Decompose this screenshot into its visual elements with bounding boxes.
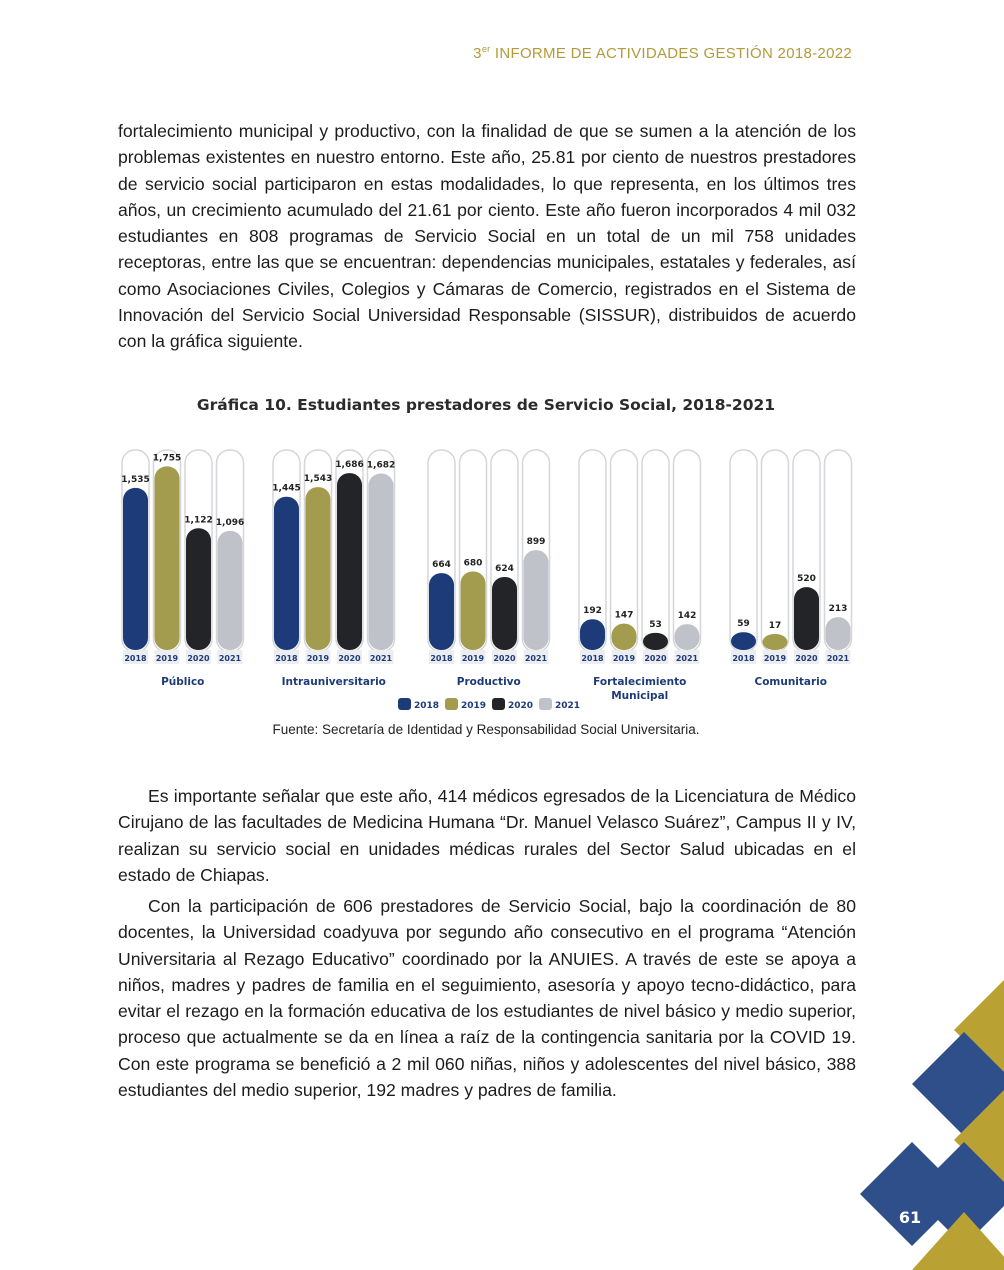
tick-label: 2021 bbox=[675, 654, 699, 663]
data-label: 1,543 bbox=[303, 474, 333, 485]
tick-label: 2018 bbox=[732, 654, 755, 663]
bar bbox=[826, 617, 851, 650]
bar bbox=[306, 487, 331, 650]
group-label: Municipal bbox=[611, 690, 669, 702]
data-label: 899 bbox=[526, 537, 546, 548]
legend-swatch bbox=[492, 698, 505, 710]
tick-label: 2021 bbox=[369, 654, 393, 663]
tick-label: 2021 bbox=[524, 654, 548, 663]
group-label: Fortalecimiento bbox=[593, 676, 687, 688]
data-label: 1,096 bbox=[215, 517, 245, 528]
tick-label: 2019 bbox=[763, 654, 787, 663]
bar bbox=[492, 577, 517, 650]
bar bbox=[218, 531, 243, 650]
bar bbox=[643, 633, 668, 650]
chart-source: Fuente: Secretaría de Identidad y Responsabilidad Social Universitaria. bbox=[272, 722, 700, 737]
chart-title: Gráfica 10. Estudiantes prestadores de Servicio Social, 2018-2021 bbox=[196, 396, 776, 414]
bar bbox=[274, 497, 299, 650]
data-label: 147 bbox=[614, 610, 634, 621]
tick-label: 2021 bbox=[826, 654, 850, 663]
bar bbox=[429, 573, 454, 650]
tick-label: 2020 bbox=[644, 654, 667, 663]
bar bbox=[612, 624, 637, 650]
tick-label: 2018 bbox=[124, 654, 147, 663]
group-label: Productivo bbox=[456, 676, 521, 688]
legend-label: 2020 bbox=[508, 701, 534, 711]
document-header bbox=[473, 44, 852, 62]
bar bbox=[524, 550, 549, 650]
data-label: 1,686 bbox=[335, 460, 364, 471]
bar bbox=[123, 488, 148, 650]
tick-label: 2019 bbox=[155, 654, 179, 663]
legend-label: 2018 bbox=[414, 701, 440, 711]
data-label: 680 bbox=[463, 558, 483, 569]
paragraph-3: Con la participación de 606 prestadores de Servicio Social, bajo la coordinación de 80 docentes, la Universidad coadyuva por segundo año consecutivo en el programa “Atención Universitaria al Rezago Educativo” coordinado por la ANUIES. A través de este se apoya a niños, madres y padres de familia en el seguimiento, asesoría y apoyo tecno-didáctico, para evitar el rezago en la formación educativa de los estudiantes de nivel básico y medio superior, proceso que actualmente se da en línea a raíz de la contingencia sanitaria por la COVID 19. Con este programa se benefició a 2 mil 060 niñas, niños y adolescentes del nivel básico, 388 estudiantes del medio superior, 192 madres y padres de familia. bbox=[118, 896, 856, 1101]
group-label: Comunitario bbox=[754, 676, 828, 688]
bar-track bbox=[611, 450, 638, 652]
data-label: 1,755 bbox=[152, 453, 182, 464]
tick-label: 2019 bbox=[461, 654, 485, 663]
group-label: Intrauniversitario bbox=[281, 676, 386, 688]
data-label: 192 bbox=[583, 606, 602, 617]
tick-label: 2018 bbox=[275, 654, 298, 663]
bar-chart bbox=[110, 440, 870, 715]
tick-label: 2019 bbox=[612, 654, 636, 663]
legend-swatch bbox=[398, 698, 411, 710]
bar-track bbox=[674, 450, 701, 652]
data-label: 664 bbox=[432, 560, 451, 571]
data-label: 213 bbox=[828, 604, 848, 615]
data-label: 17 bbox=[768, 621, 782, 631]
bar bbox=[186, 528, 211, 650]
tick-label: 2020 bbox=[187, 654, 210, 663]
legend-label: 2021 bbox=[555, 701, 581, 711]
data-label: 624 bbox=[495, 563, 514, 574]
group-label: Público bbox=[161, 676, 205, 688]
data-label: 142 bbox=[677, 611, 697, 622]
data-label: 520 bbox=[797, 574, 816, 585]
bar bbox=[794, 587, 819, 650]
header-ordinal: 3 bbox=[473, 45, 482, 62]
paragraph-2: Es importante señalar que este año, 414 médicos egresados de la Licenciatura de Médico Cirujano de las facultades de Medicina Humana “Dr. Manuel Velasco Suárez”, Campus II y IV, realizan su servicio social en unidades médicas rurales del Sector Salud ubicadas en el estado de Chiapas. bbox=[118, 786, 856, 885]
bar bbox=[369, 474, 394, 650]
tick-label: 2019 bbox=[306, 654, 330, 663]
data-label: 53 bbox=[649, 619, 662, 630]
legend-swatch bbox=[539, 698, 552, 710]
data-label: 1,535 bbox=[121, 474, 150, 485]
legend-label: 2019 bbox=[461, 701, 487, 711]
tick-label: 2018 bbox=[430, 654, 453, 663]
legend-swatch bbox=[445, 698, 458, 710]
tick-label: 2020 bbox=[795, 654, 818, 663]
data-label: 1,445 bbox=[272, 483, 301, 494]
bar bbox=[155, 466, 180, 650]
paragraph-1: fortalecimiento municipal y productivo, con la finalidad de que se sumen a la atención de los problemas existentes en nuestro entorno. Este año, 25.81 por ciento de nuestros prestadores de servicio social participaron en estas modalidades, lo que representa, en los últimos tres años, un crecimiento acumulado del 21.61 por ciento. Este año fueron incorporados 4 mil 032 estudiantes en 808 programas de Servicio Social en un total de un mil 758 unidades receptoras, entre las que se encuentran: dependencias municipales, estatales y federales, así como Asociaciones Civiles, Colegios y Cámaras de Comercio, registrados en el Sistema de Innovación del Servicio Social Universidad Responsable (SISSUR), distribuidos de acuerdo con la gráfica siguiente. bbox=[118, 121, 856, 352]
tick-label: 2018 bbox=[581, 654, 604, 663]
bar bbox=[337, 473, 362, 650]
header-title: INFORME DE ACTIVIDADES GESTIÓN 2018-2022 bbox=[490, 45, 852, 62]
tick-label: 2020 bbox=[493, 654, 516, 663]
bar bbox=[461, 572, 486, 650]
tick-label: 2021 bbox=[218, 654, 242, 663]
tick-label: 2020 bbox=[338, 654, 361, 663]
data-label: 59 bbox=[737, 619, 750, 630]
bar bbox=[763, 634, 788, 650]
bar bbox=[731, 632, 756, 650]
bar bbox=[580, 619, 605, 650]
header-ordinal-suffix: er bbox=[481, 44, 491, 54]
page-number: 61 bbox=[898, 1208, 922, 1227]
data-label: 1,122 bbox=[184, 515, 213, 526]
bar bbox=[675, 624, 700, 650]
data-label: 1,682 bbox=[366, 460, 396, 471]
